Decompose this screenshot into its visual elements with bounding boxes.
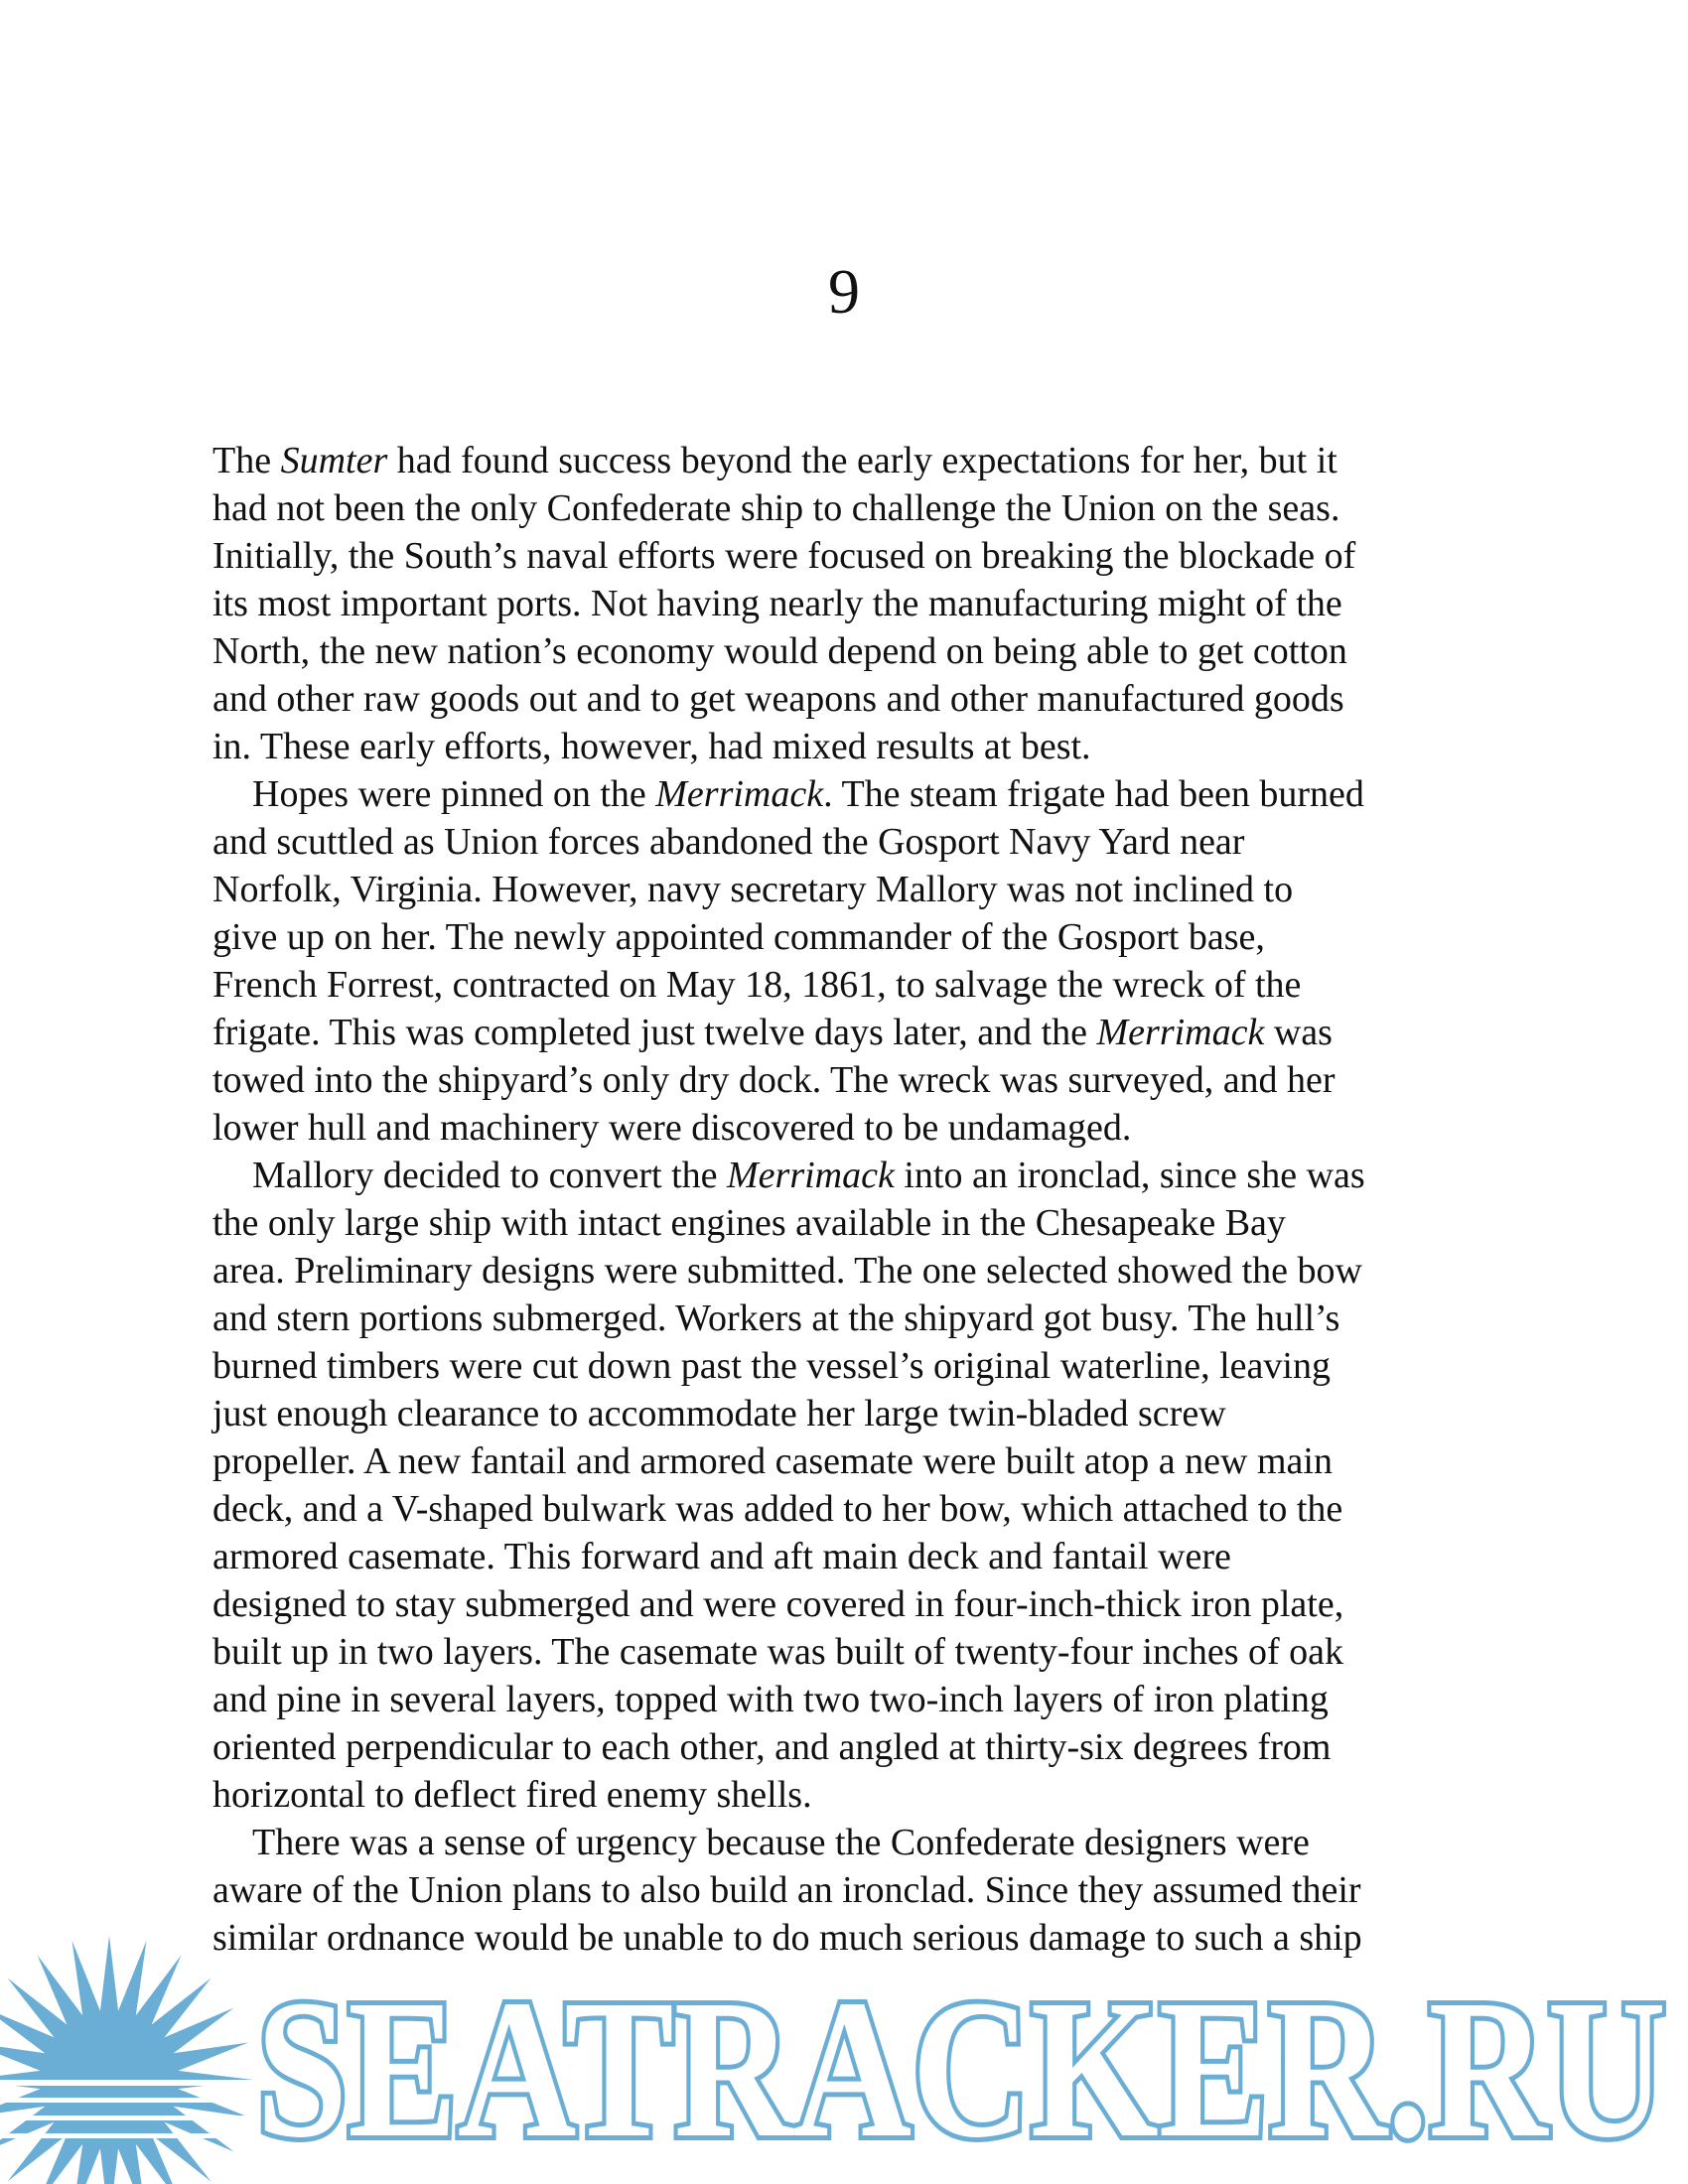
text-segment: There was a sense of urgency because the Confederate designers were (252, 1822, 1310, 1863)
text-segment: had found success beyond the early expectations for her, but it (387, 440, 1337, 481)
text-segment: give up on her. The newly appointed commander of the Gosport base, (212, 916, 1265, 958)
ship-name: Sumter (280, 440, 388, 481)
text-segment: towed into the shipyard’s only dry dock. The wreck was surveyed, and her (212, 1059, 1336, 1101)
watermark-text: SEATRACKER.RU (256, 1960, 1666, 2179)
text-line (212, 580, 1503, 627)
ship-name: Merrimack (727, 1155, 895, 1196)
text-segment: armored casemate. This forward and aft main deck and fantail were (212, 1536, 1231, 1577)
text-segment: frigate. This was completed just twelve days later, and the (212, 1012, 1097, 1053)
text-line (212, 437, 1503, 484)
text-segment: burned timbers were cut down past the vessel’s original waterline, leaving (212, 1345, 1331, 1387)
text-segment: The (212, 440, 281, 481)
horizon-line (0, 2116, 258, 2120)
text-line (212, 866, 1503, 913)
horizon-line (0, 2098, 258, 2103)
text-line (212, 1533, 1503, 1580)
watermark (0, 1931, 1688, 2184)
text-segment: built up in two layers. The casemate was built of twenty-four inches of oak (212, 1631, 1343, 1673)
body-text (212, 437, 1503, 1962)
text-segment: the only large ship with intact engines available in the Chesapeake Bay (212, 1202, 1286, 1244)
text-line (212, 627, 1503, 675)
text-segment: and pine in several layers, topped with two two-inch layers of iron plating (212, 1679, 1329, 1720)
text-segment: just enough clearance to accommodate her large twin-bladed screw (212, 1393, 1226, 1434)
text-segment: and scuttled as Union forces abandoned the Gosport Navy Yard near (212, 821, 1245, 863)
paragraph (212, 1152, 1503, 1819)
text-segment: Hopes were pinned on the (252, 773, 656, 815)
text-segment: had not been the only Confederate ship to challenge the Union on the seas. (212, 487, 1340, 529)
text-line (212, 1485, 1503, 1533)
text-line (212, 1199, 1503, 1247)
text-line (212, 1056, 1503, 1104)
text-line (212, 1866, 1503, 1914)
horizon-line (0, 2133, 258, 2138)
text-line (212, 818, 1503, 866)
text-segment: and stern portions submerged. Workers at the shipyard got busy. The hull’s (212, 1297, 1340, 1339)
text-segment: and other raw goods out and to get weapons and other manufactured goods (212, 678, 1344, 720)
text-segment: its most important ports. Not having nearly the manufacturing might of the (212, 583, 1342, 624)
text-segment: was (1264, 1012, 1333, 1053)
sun-icon (0, 1936, 258, 2184)
text-segment: oriented perpendicular to each other, and angled at thirty-six degrees from (212, 1726, 1332, 1768)
text-segment: Mallory decided to convert the (252, 1155, 728, 1196)
text-segment: aware of the Union plans to also build an ironclad. Since they assumed their (212, 1869, 1361, 1911)
text-line (212, 532, 1503, 580)
text-segment: deck, and a V-shaped bulwark was added to her bow, which attached to the (212, 1488, 1343, 1530)
text-line (212, 1723, 1503, 1771)
text-segment: similar ordnance would be unable to do much serious damage to such a ship (212, 1917, 1362, 1959)
text-line (212, 1295, 1503, 1342)
text-segment: designed to stay submerged and were covered in four-inch-thick iron plate, (212, 1583, 1344, 1625)
text-line (212, 1009, 1503, 1056)
ship-name: Merrimack (655, 773, 824, 815)
text-line (212, 1390, 1503, 1437)
text-segment: North, the new nation’s economy would depend on being able to get cotton (212, 630, 1347, 672)
text-segment: area. Preliminary designs were submitted. The one selected showed the bow (212, 1250, 1362, 1292)
text-segment: Norfolk, Virginia. However, navy secretary Mallory was not inclined to (212, 869, 1294, 910)
text-segment: French Forrest, contracted on May 18, 1861, to salvage the wreck of the (212, 964, 1302, 1006)
text-line (212, 1580, 1503, 1628)
text-line (212, 1152, 1503, 1199)
text-line (212, 1819, 1503, 1866)
text-line (212, 675, 1503, 723)
text-line (212, 1628, 1503, 1676)
text-line (212, 1437, 1503, 1485)
text-segment: lower hull and machinery were discovered to be undamaged. (212, 1107, 1132, 1149)
text-segment: in. These early efforts, however, had mixed results at best. (212, 726, 1091, 767)
text-line (212, 1104, 1503, 1152)
ship-name: Merrimack (1096, 1012, 1265, 1053)
text-line (212, 1342, 1503, 1390)
text-line (212, 1676, 1503, 1723)
text-segment: Initially, the South’s naval efforts were focused on breaking the blockade of (212, 535, 1356, 577)
text-line (212, 1247, 1503, 1295)
text-segment: horizontal to deflect fired enemy shells. (212, 1774, 812, 1816)
paragraph (212, 437, 1503, 770)
paragraph (212, 770, 1503, 1152)
text-line (212, 723, 1503, 770)
text-line (212, 913, 1503, 961)
chapter-number: 9 (828, 256, 860, 327)
text-segment: into an ironclad, since she was (894, 1155, 1365, 1196)
text-line (212, 484, 1503, 532)
text-line (212, 1771, 1503, 1819)
horizon-line (0, 2080, 258, 2086)
text-segment: . The steam frigate had been burned (823, 773, 1364, 815)
text-segment: propeller. A new fantail and armored casemate were built atop a new main (212, 1440, 1333, 1482)
text-line (212, 961, 1503, 1009)
text-line (212, 770, 1503, 818)
